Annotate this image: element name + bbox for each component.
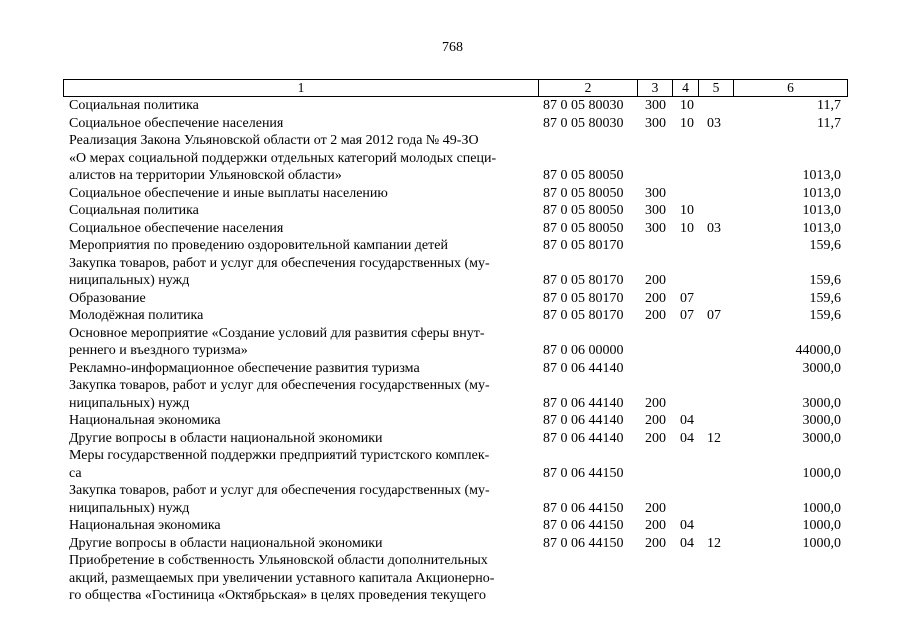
row-name-line: Социальное обеспечение и иные выплаты населению bbox=[69, 185, 388, 201]
row-name-line: го общества «Гостиница «Октябрьская» в целях проведения текущего bbox=[69, 588, 486, 603]
row-code: 87 0 05 80050 bbox=[543, 185, 624, 201]
row-sum: 3000,0 bbox=[802, 360, 841, 376]
row-name bbox=[69, 412, 535, 430]
row-sum: 1000,0 bbox=[802, 500, 841, 516]
row-code: 87 0 05 80030 bbox=[543, 98, 624, 113]
header-col-1: 1 bbox=[64, 80, 539, 96]
row-name bbox=[69, 307, 535, 325]
row-vr: 200 bbox=[645, 273, 666, 288]
row-code: 87 0 05 80170 bbox=[543, 290, 624, 306]
row-vr: 200 bbox=[645, 518, 666, 533]
table-row bbox=[0, 412, 905, 430]
page-number: 768 bbox=[442, 40, 463, 55]
row-code: 87 0 05 80170 bbox=[543, 273, 624, 288]
row-name-line: ниципальных) нужд bbox=[69, 500, 190, 516]
row-name bbox=[69, 552, 535, 605]
header-col-4: 4 bbox=[673, 80, 699, 96]
row-name-line: Молодёжная политика bbox=[69, 308, 204, 323]
row-name-line: «О мерах социальной поддержки отдельных категорий молодых специ- bbox=[69, 150, 497, 166]
table-row bbox=[0, 132, 905, 185]
table-row bbox=[0, 202, 905, 220]
row-sum: 3000,0 bbox=[802, 430, 841, 446]
row-pz: 04 bbox=[680, 518, 694, 533]
row-name bbox=[69, 360, 535, 378]
row-code: 87 0 06 00000 bbox=[543, 343, 624, 358]
table-row bbox=[0, 255, 905, 290]
row-vr: 200 bbox=[645, 290, 666, 306]
table-row bbox=[0, 517, 905, 535]
row-name bbox=[69, 325, 535, 360]
row-sum: 1013,0 bbox=[802, 220, 841, 236]
row-name-line: Образование bbox=[69, 290, 146, 306]
table-row bbox=[0, 307, 905, 325]
row-code: 87 0 05 80050 bbox=[543, 168, 624, 183]
row-vr: 200 bbox=[645, 535, 666, 551]
row-name-line: Меры государственной поддержки предприятий туристского комплек- bbox=[69, 448, 490, 463]
row-code: 87 0 05 80030 bbox=[543, 115, 624, 131]
row-vr: 300 bbox=[645, 220, 666, 236]
table-row bbox=[0, 552, 905, 605]
table-row bbox=[0, 115, 905, 133]
row-code: 87 0 05 80170 bbox=[543, 308, 624, 323]
row-name-line: Основное мероприятие «Создание условий для развития сферы внут- bbox=[69, 325, 485, 341]
row-vr: 200 bbox=[645, 308, 666, 323]
row-sum: 1000,0 bbox=[802, 518, 841, 533]
row-pz: 07 bbox=[680, 290, 694, 306]
row-name bbox=[69, 517, 535, 535]
table-row bbox=[0, 482, 905, 517]
row-vr: 300 bbox=[645, 185, 666, 201]
row-r: 07 bbox=[707, 308, 721, 323]
row-sum: 1013,0 bbox=[802, 203, 841, 218]
row-name bbox=[69, 482, 535, 517]
row-name bbox=[69, 535, 535, 553]
row-name-line: Другие вопросы в области национальной экономики bbox=[69, 535, 383, 551]
table-header bbox=[63, 79, 848, 97]
row-name-line: Закупка товаров, работ и услуг для обеспечения государственных (му- bbox=[69, 255, 490, 271]
row-code: 87 0 06 44140 bbox=[543, 430, 624, 446]
row-sum: 159,6 bbox=[809, 273, 841, 288]
row-name bbox=[69, 430, 535, 448]
row-code: 87 0 05 80170 bbox=[543, 238, 624, 253]
row-r: 03 bbox=[707, 220, 721, 236]
row-name bbox=[69, 237, 535, 255]
row-name-line: са bbox=[69, 465, 82, 481]
row-name-line: Национальная экономика bbox=[69, 413, 221, 428]
row-code: 87 0 06 44140 bbox=[543, 360, 624, 376]
row-sum: 3000,0 bbox=[802, 395, 841, 411]
row-code: 87 0 05 80050 bbox=[543, 203, 624, 218]
row-r: 12 bbox=[707, 535, 721, 551]
row-code: 87 0 06 44150 bbox=[543, 535, 624, 551]
row-name-line: реннего и въездного туризма» bbox=[69, 343, 248, 358]
row-name-line: алистов на территории Ульяновской области» bbox=[69, 168, 342, 183]
row-sum: 1000,0 bbox=[802, 535, 841, 551]
table-row bbox=[0, 325, 905, 360]
row-code: 87 0 06 44150 bbox=[543, 500, 624, 516]
row-name bbox=[69, 290, 535, 308]
row-r: 03 bbox=[707, 115, 721, 131]
row-vr: 300 bbox=[645, 203, 666, 218]
header-col-6: 6 bbox=[787, 80, 794, 95]
table-row bbox=[0, 360, 905, 378]
row-name bbox=[69, 115, 535, 133]
row-code: 87 0 06 44150 bbox=[543, 518, 624, 533]
row-sum: 159,6 bbox=[809, 308, 841, 323]
table-row bbox=[0, 377, 905, 412]
row-pz: 07 bbox=[680, 308, 694, 323]
row-vr: 300 bbox=[645, 115, 666, 131]
row-name bbox=[69, 185, 535, 203]
row-name-line: Социальное обеспечение населения bbox=[69, 115, 284, 131]
header-col-2: 2 bbox=[539, 80, 638, 96]
table-row bbox=[0, 185, 905, 203]
row-name bbox=[69, 377, 535, 412]
header-col-5: 5 bbox=[699, 80, 734, 96]
table-row bbox=[0, 290, 905, 308]
table-row bbox=[0, 237, 905, 255]
row-pz: 04 bbox=[680, 430, 694, 446]
row-vr: 200 bbox=[645, 395, 666, 411]
row-pz: 10 bbox=[680, 115, 694, 131]
row-name-line: Другие вопросы в области национальной экономики bbox=[69, 430, 383, 446]
table-row bbox=[0, 220, 905, 238]
row-name-line: ниципальных) нужд bbox=[69, 273, 190, 288]
row-sum: 159,6 bbox=[809, 238, 841, 253]
table-body bbox=[0, 97, 905, 605]
row-pz: 10 bbox=[680, 203, 694, 218]
row-vr: 200 bbox=[645, 500, 666, 516]
row-sum: 3000,0 bbox=[802, 413, 841, 428]
table-row bbox=[0, 97, 905, 115]
row-sum: 1013,0 bbox=[802, 185, 841, 201]
row-vr: 300 bbox=[645, 98, 666, 113]
row-name-line: акций, размещаемых при увеличении уставного капитала Акционерно- bbox=[69, 570, 495, 586]
row-name-line: Социальная политика bbox=[69, 98, 199, 113]
row-pz: 04 bbox=[680, 413, 694, 428]
row-vr: 200 bbox=[645, 413, 666, 428]
row-sum: 159,6 bbox=[809, 290, 841, 306]
row-name-line: ниципальных) нужд bbox=[69, 395, 190, 411]
row-pz: 10 bbox=[680, 98, 694, 113]
row-name-line: Национальная экономика bbox=[69, 518, 221, 533]
row-name-line: Реализация Закона Ульяновской области от 2 мая 2012 года № 49-ЗО bbox=[69, 133, 479, 148]
row-name bbox=[69, 97, 535, 115]
table-row bbox=[0, 535, 905, 553]
row-name-line: Мероприятия по проведению оздоровительной кампании детей bbox=[69, 238, 448, 253]
row-sum: 1000,0 bbox=[802, 465, 841, 481]
row-name bbox=[69, 220, 535, 238]
row-sum: 1013,0 bbox=[802, 168, 841, 183]
table-row bbox=[0, 430, 905, 448]
row-code: 87 0 05 80050 bbox=[543, 220, 624, 236]
header-col-3: 3 bbox=[638, 80, 673, 96]
row-code: 87 0 06 44140 bbox=[543, 413, 624, 428]
row-name bbox=[69, 447, 535, 482]
row-name-line: Приобретение в собственность Ульяновской области дополнительных bbox=[69, 553, 488, 568]
row-pz: 04 bbox=[680, 535, 694, 551]
row-vr: 200 bbox=[645, 430, 666, 446]
row-sum: 44000,0 bbox=[795, 343, 841, 358]
row-name bbox=[69, 132, 535, 185]
row-pz: 10 bbox=[680, 220, 694, 236]
row-name-line: Закупка товаров, работ и услуг для обеспечения государственных (му- bbox=[69, 378, 490, 393]
row-code: 87 0 06 44150 bbox=[543, 465, 624, 481]
table-row bbox=[0, 447, 905, 482]
row-code: 87 0 06 44140 bbox=[543, 395, 624, 411]
row-r: 12 bbox=[707, 430, 721, 446]
row-sum: 11,7 bbox=[817, 98, 841, 113]
row-name-line: Социальная политика bbox=[69, 203, 199, 218]
row-name-line: Закупка товаров, работ и услуг для обеспечения государственных (му- bbox=[69, 483, 490, 498]
row-name-line: Рекламно-информационное обеспечение развития туризма bbox=[69, 360, 420, 376]
row-name bbox=[69, 255, 535, 290]
row-name-line: Социальное обеспечение населения bbox=[69, 220, 284, 236]
row-sum: 11,7 bbox=[817, 115, 841, 131]
row-name bbox=[69, 202, 535, 220]
